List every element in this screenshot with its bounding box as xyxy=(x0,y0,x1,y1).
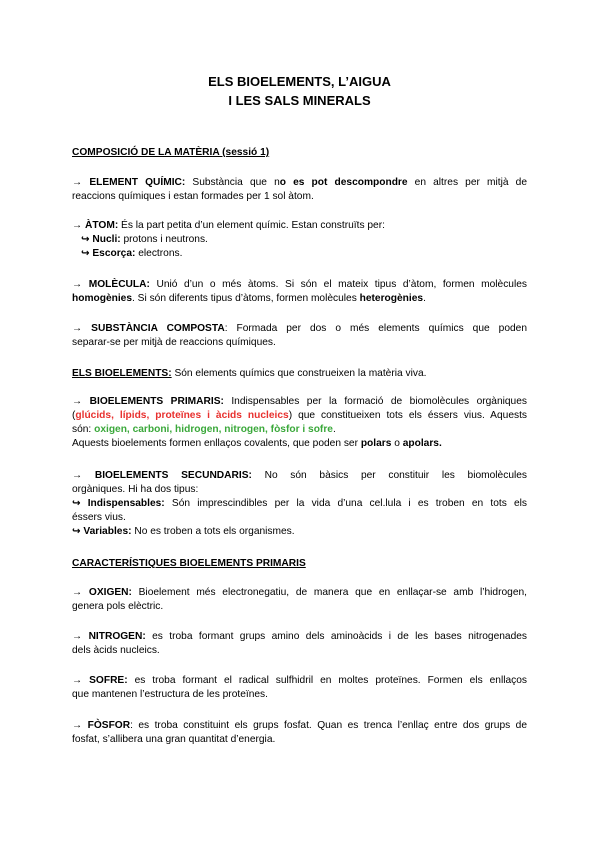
sofre-label: → SOFRE: xyxy=(72,675,128,686)
page-title xyxy=(72,73,527,111)
atom-label: → ÀTOM: xyxy=(72,220,119,231)
primaris-biomolecules: glúcids, lípids, proteïnes i àcids nucleics xyxy=(75,410,289,421)
paragraph-atom: → ÀTOM: És la part petita d’un element químic. Estan construïts per: ↪ Nucli: protons i neutrons. ↪ Escorça: electrons. xyxy=(72,219,527,261)
paragraph-bioelements-secundaris: → BIOELEMENTS SECUNDARIS: No són bàsics per constituir les biomolècules orgàniques. Hi ha dos tipus: ↪ Indispensables: Són imprescindibles per la vida d’una cel.lula i es troben en tots els éssers vius. ↪ Variables: No es troben a tots els organismes. xyxy=(72,470,528,537)
atom-nucli: ↪ Nucli: protons i neutrons. xyxy=(81,234,208,245)
paragraph-substancia-composta: → SUBSTÀNCIA COMPOSTA: Formada per dos o més elements químics que poden separar-se per mitjà de reaccions químiques. xyxy=(72,323,527,348)
substancia-label: → SUBSTÀNCIA COMPOSTA xyxy=(72,323,225,334)
atom-escorca: ↪ Escorça: electrons. xyxy=(81,248,183,259)
bioelements-label: ELS BIOELEMENTS: xyxy=(72,368,172,379)
section-heading-composicio: COMPOSICIÓ DE LA MATÈRIA (sessió 1) xyxy=(72,147,270,158)
title-line-2: I LES SALS MINERALS xyxy=(228,93,371,108)
paragraph-fosfor: → FÒSFOR: es troba constituint els grups fosfat. Quan es trenca l’enllaç entre dos grups de fosfat, s’allibera una gran quantitat d’energia. xyxy=(72,720,527,745)
paragraph-sofre: → SOFRE: es troba formant el radical sulfhidril en moltes proteïnes. Formen els enllaços que mantenen l’estructura de les proteïnes. xyxy=(72,675,527,700)
nitrogen-label: → NITROGEN: xyxy=(72,631,146,642)
paragraph-oxigen: → OXIGEN: Bioelement més electronegatiu, de manera que en enllaçar-se amb l’hidrogen, genera pols elèctric. xyxy=(72,587,527,612)
secundaris-indispensables: ↪ Indispensables: Són imprescindibles per la vida d’una cel.lula i es troben en tots els xyxy=(72,498,527,509)
paragraph-bioelements-primaris: → BIOELEMENTS PRIMARIS: Indispensables per la formació de biomolècules orgàniques (glúcids, lípids, proteïnes i àcids nucleics) que constitueixen tots els éssers vius. Aquests són: oxigen, carboni, hidrogen, nitrogen, fòsfor i sofre. Aquests bioelements formen enllaços covalents, que poden ser polars o apolars. xyxy=(72,396,527,449)
section-heading-caracteristiques: CARACTERÍSTIQUES BIOELEMENTS PRIMARIS xyxy=(72,558,306,569)
paragraph-element-quimic: → ELEMENT QUÍMIC: Substància que no es pot descompondre en altres per mitjà de reaccions químiques i estan formades per 1 sol àtom. xyxy=(72,177,527,202)
oxigen-label: → OXIGEN: xyxy=(72,587,132,598)
secundaris-variables: ↪ Variables: No es troben a tots els organismes. xyxy=(72,526,295,537)
fosfor-label: → FÒSFOR xyxy=(72,720,131,731)
primaris-elements-list: oxigen, carboni, hidrogen, nitrogen, fòsfor i sofre xyxy=(94,424,333,435)
paragraph-nitrogen: → NITROGEN: es troba formant grups amino dels aminoàcids i de les bases nitrogenades dels àcids nucleics. xyxy=(72,631,527,656)
secundaris-label: → BIOELEMENTS SECUNDARIS: xyxy=(72,470,252,481)
paragraph-bioelements: ELS BIOELEMENTS: Són elements químics que construeixen la matèria viva. xyxy=(72,368,427,379)
paragraph-molecula: → MOLÈCULA: Unió d’un o més àtoms. Si són el mateix tipus d’àtom, formen molècules homogènies. Si són diferents tipus d’àtoms, formen molècules heterogènies. xyxy=(72,279,527,304)
title-line-1: ELS BIOELEMENTS, L’AIGUA xyxy=(208,74,391,89)
element-label: → ELEMENT QUÍMIC: xyxy=(72,177,186,188)
primaris-label: → BIOELEMENTS PRIMARIS: xyxy=(72,396,224,407)
molecula-label: → MOLÈCULA: xyxy=(72,279,150,290)
